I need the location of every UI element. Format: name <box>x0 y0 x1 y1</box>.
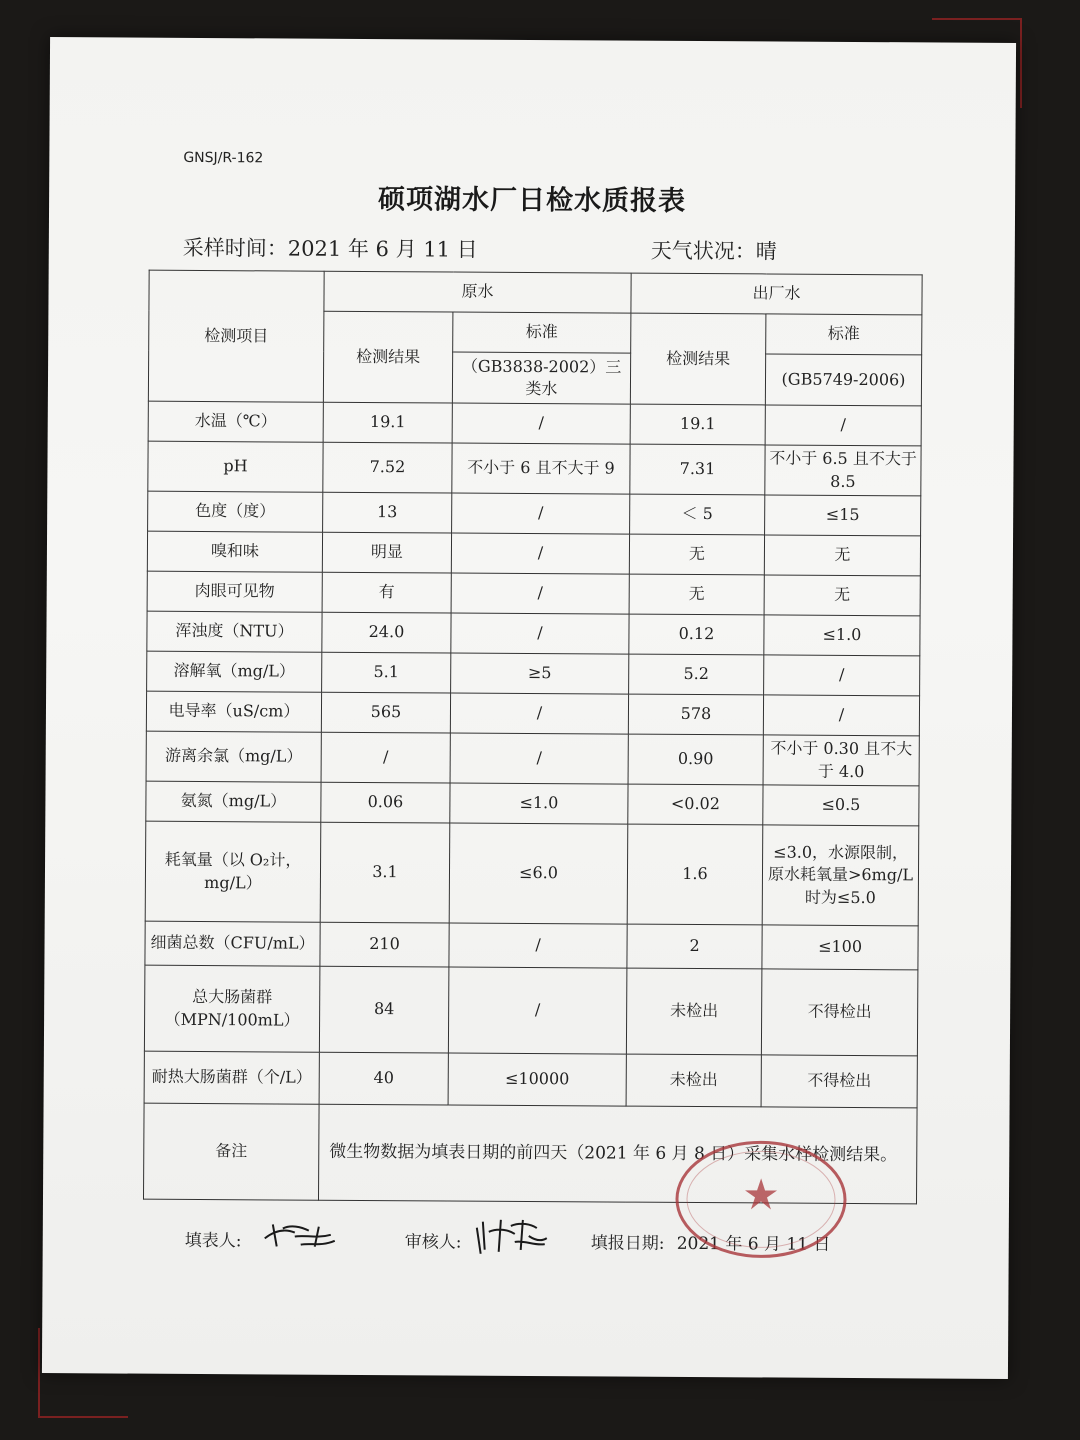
cell-out-result: ＜ 5 <box>630 494 765 535</box>
cell-raw-result: 40 <box>319 1052 448 1105</box>
table-row <box>147 611 920 656</box>
header-raw-result: 检测结果 <box>323 311 453 403</box>
cell-out-result: 7.31 <box>630 444 765 495</box>
cell-out-standard: / <box>764 655 920 696</box>
cell-out-result: 无 <box>629 534 764 575</box>
header-output-water: 出厂水 <box>631 273 922 315</box>
report-paper <box>42 37 1016 1379</box>
cell-out-standard: / <box>763 695 919 736</box>
cell-item: 细菌总数（CFU/mL） <box>145 921 320 966</box>
cell-out-standard: 不得检出 <box>761 1055 917 1108</box>
reviewer-label: 审核人: <box>404 1232 462 1253</box>
cell-item: pH <box>148 441 323 492</box>
report-date: 2021 年 6 月 11 日 <box>676 1233 831 1255</box>
cell-raw-standard: 不小于 6 且不大于 9 <box>452 443 630 494</box>
cell-item: 电导率（uS/cm） <box>146 691 321 732</box>
cell-out-standard: ≤15 <box>765 495 921 536</box>
cell-out-result: 2 <box>627 924 762 969</box>
cell-item: 色度（度） <box>148 491 323 532</box>
date-label: 填报日期: <box>590 1233 665 1254</box>
cell-out-result: <0.02 <box>628 784 763 825</box>
table-row <box>146 731 919 786</box>
header-raw-standard: 标准 <box>453 312 631 353</box>
cell-out-standard: ≤0.5 <box>763 785 919 826</box>
cell-raw-standard: / <box>451 573 629 614</box>
cell-out-standard: 不小于 0.30 且不大于 4.0 <box>763 735 919 786</box>
cell-raw-result: / <box>321 732 450 783</box>
reviewer-signature <box>471 1212 551 1258</box>
cell-item: 总大肠菌群（MPN/100mL） <box>144 965 320 1052</box>
table-row <box>146 691 919 736</box>
cell-out-result: 0.12 <box>629 614 764 655</box>
cell-raw-standard: ≤1.0 <box>450 783 628 824</box>
table-row <box>145 921 918 970</box>
cell-raw-result: 明显 <box>322 532 451 573</box>
cell-item: 溶解氧（mg/L） <box>147 651 322 692</box>
cell-raw-result: 7.52 <box>323 442 452 493</box>
header-raw-water: 原水 <box>324 271 631 313</box>
cell-raw-result: 13 <box>323 492 452 533</box>
cell-out-standard: 无 <box>764 575 920 616</box>
cell-out-result: 0.90 <box>628 734 763 785</box>
cell-item: 浑浊度（NTU） <box>147 611 322 652</box>
cell-raw-result: 3.1 <box>320 822 450 923</box>
cell-raw-result: 210 <box>320 922 449 967</box>
cell-raw-standard: / <box>452 403 630 444</box>
cell-raw-standard: / <box>449 923 627 968</box>
cell-raw-result: 有 <box>322 572 451 613</box>
header-out-standard: 标准 <box>766 314 922 355</box>
remark-text: 微生物数据为填表日期的前四天（2021 年 6 月 8 日）采集水样检测结果。 <box>318 1104 917 1204</box>
table-row <box>144 965 918 1056</box>
cell-raw-result: 5.1 <box>322 652 451 693</box>
cell-out-result: 未检出 <box>626 968 762 1055</box>
cell-out-standard: ≤100 <box>762 925 918 970</box>
weather: 天气状况：晴 <box>650 238 777 264</box>
cell-raw-result: 0.06 <box>321 782 450 823</box>
cell-out-result: 19.1 <box>630 404 765 445</box>
cell-raw-result: 565 <box>321 692 450 733</box>
document-title: 硕项湖水厂日检水质报表 <box>378 184 687 217</box>
cell-raw-result: 19.1 <box>323 402 452 443</box>
cell-out-standard: ≤1.0 <box>764 615 920 656</box>
filler-label: 填表人: <box>184 1230 242 1252</box>
cell-out-standard: 不得检出 <box>761 969 918 1056</box>
cell-item: 水温（℃） <box>148 401 323 442</box>
cell-raw-standard: / <box>451 613 629 654</box>
cell-out-result: 1.6 <box>627 824 763 925</box>
cell-out-result: 5.2 <box>629 654 764 695</box>
table-row <box>148 401 921 446</box>
cell-raw-standard: / <box>450 733 628 784</box>
cell-raw-standard: / <box>450 693 628 734</box>
cell-raw-standard: ≤6.0 <box>449 823 628 924</box>
sample-time: 采样时间：2021 年 6 月 11 日 <box>182 235 478 262</box>
cell-out-result: 578 <box>628 694 763 735</box>
document-code: GNSJ/R-162 <box>183 149 264 167</box>
cell-out-result: 未检出 <box>626 1054 761 1107</box>
cell-out-standard: ≤3.0，水源限制，原水耗氧量>6mg/L 时为≤5.0 <box>762 825 919 926</box>
cell-out-standard: 不小于 6.5 且不大于 8.5 <box>765 445 921 496</box>
cell-raw-result: 84 <box>319 966 449 1053</box>
cell-raw-result: 24.0 <box>322 612 451 653</box>
cell-item: 耐热大肠菌群（个/L） <box>144 1051 319 1104</box>
cell-raw-standard: ≤10000 <box>448 1053 626 1106</box>
header-item: 检测项目 <box>148 270 324 402</box>
table-row <box>147 531 920 576</box>
cell-raw-standard: / <box>448 967 627 1054</box>
cell-item: 嗅和味 <box>147 531 322 572</box>
table-row <box>148 491 921 536</box>
cell-out-standard: / <box>765 405 921 446</box>
table-row <box>148 441 921 496</box>
cell-out-standard: 无 <box>764 535 920 576</box>
header-out-standard-code: (GB5749-2006) <box>765 354 921 406</box>
cell-raw-standard: / <box>451 533 629 574</box>
table-row <box>146 781 919 826</box>
official-seal-stamp <box>673 1138 850 1261</box>
table-row <box>145 821 919 926</box>
cell-raw-standard: / <box>452 493 630 534</box>
cell-item: 肉眼可见物 <box>147 571 322 612</box>
table-row <box>147 571 920 616</box>
remark-label: 备注 <box>143 1103 319 1200</box>
water-quality-table <box>143 270 923 1205</box>
filler-signature <box>261 1216 341 1250</box>
cell-item: 氨氮（mg/L） <box>146 781 321 822</box>
cell-raw-standard: ≥5 <box>451 653 629 694</box>
table-row <box>144 1051 917 1108</box>
header-out-result: 检测结果 <box>630 313 766 405</box>
cell-item: 耗氧量（以 O₂计，mg/L） <box>145 821 321 922</box>
cell-out-result: 无 <box>629 574 764 615</box>
table-row <box>147 651 920 696</box>
header-raw-standard-code: （GB3838-2002）三类水 <box>452 352 630 404</box>
cell-item: 游离余氯（mg/L） <box>146 731 321 782</box>
